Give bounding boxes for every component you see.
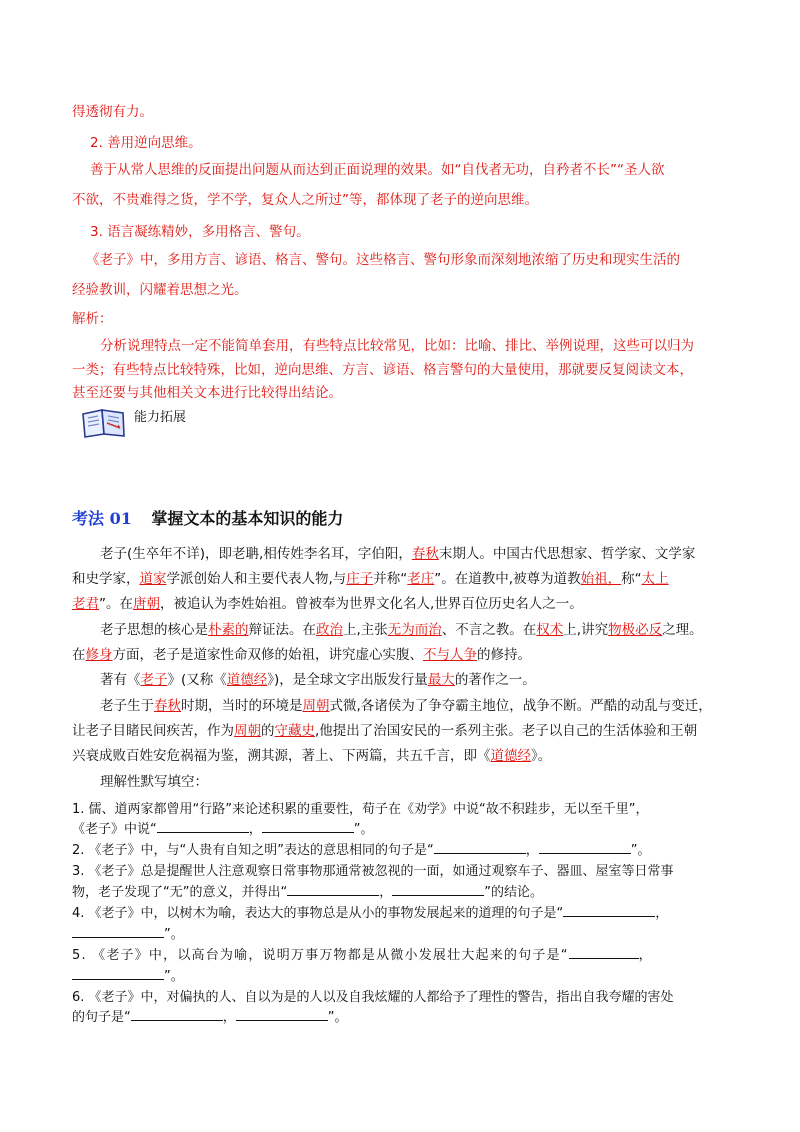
keyword: 老君 — [72, 596, 99, 612]
paragraph-line: 在修身方面，老子是道家性命双修的始祖，讲究虚心实腹、不与人争的修持。 — [72, 647, 531, 663]
keyword: 最大 — [427, 672, 455, 688]
keyword: 始祖， — [580, 571, 622, 587]
paragraph-line: 和史学家，道家学派创始人和主要代表人物,与庄子并称“老庄”。在道教中,被尊为道教始祖，称“太上 — [72, 571, 669, 587]
point-heading: 2. 善用逆向思维。 — [90, 135, 202, 151]
answer-blank[interactable] — [131, 1008, 223, 1021]
section-number: 考法 01 — [72, 509, 132, 528]
keyword: 春秋 — [154, 698, 181, 714]
question-2: 2. 《老子》中，与“人贵有自知之明”表达的意思相同的句子是“ ， ”。 — [72, 843, 651, 858]
text-line: 经验教训，闪耀着思想之光。 — [72, 282, 248, 298]
paragraph-line: 老子思想的核心是朴素的辩证法。在政治上,主张无为而治、不言之教。在权术上,讲究物极必反之理。 — [100, 622, 703, 638]
question-1: 1. 儒、道两家都曾用“行路”来论述积累的重要性，荀子在《劝学》中说“故不积跬步，无以至千里”， — [72, 802, 649, 817]
answer-blank[interactable] — [539, 841, 631, 854]
text-line: 《老子》中，多用方言、谚语、格言、警句。这些格言、警句形象而深刻地浓缩了历史和现实生活的 — [86, 252, 680, 268]
text-line: 分析说理特点一定不能简单套用，有些特点比较常见，比如：比喻、排比、举例说理，这些可以归为 — [100, 338, 694, 354]
keyword: 老子 — [140, 672, 168, 688]
answer-blank[interactable] — [157, 820, 249, 833]
keyword: 春秋 — [411, 546, 439, 562]
answer-blank[interactable] — [262, 820, 354, 833]
answer-blank[interactable] — [569, 946, 639, 959]
paragraph-line: 让老子目睹民间疾苦，作为周朝的守藏史,他提出了治国安民的一系列主张。老子以自己的生活体验和王朝 — [72, 723, 698, 739]
section-title-text: 掌握文本的基本知识的能力 — [151, 509, 344, 528]
answer-blank[interactable] — [392, 883, 484, 896]
paragraph-line: 兴衰成败百姓安危祸福为鉴，溯其源，著上、下两篇，共五千言，即《道德经》。 — [72, 748, 552, 764]
question-6: 6. 《老子》中，对偏执的人、自以为是的人以及自我炫耀的人都给予了理性的警告，指出自我夸耀的害处 — [72, 990, 674, 1005]
paragraph-line: 著有《老子》(又称《道德经》)，是全球文字出版发行量最大的著作之一。 — [100, 672, 536, 688]
question-4: 4. 《老子》中，以树木为喻，表达大的事物总是从小的事物发展起来的道理的句子是“ ， — [72, 906, 669, 921]
book-icon — [80, 406, 128, 440]
answer-blank[interactable] — [287, 883, 379, 896]
question-5-answer: ”。 — [72, 965, 184, 984]
keyword: 政治 — [316, 622, 343, 638]
keyword: 周朝 — [302, 698, 330, 714]
keyword: 修身 — [85, 647, 113, 663]
answer-blank[interactable] — [236, 1008, 328, 1021]
answer-blank[interactable] — [563, 904, 655, 917]
keyword: 周朝 — [234, 723, 261, 739]
text-line: 一类；有些特点比较特殊，比如，逆向思维、方言、谚语、格言警句的大量使用，那就要反复阅读文本， — [72, 362, 693, 378]
text-line: 得透彻有力。 — [72, 104, 153, 120]
keyword: 太上 — [641, 571, 669, 587]
keyword: 无为而治 — [387, 622, 442, 638]
keyword: 道德经 — [226, 672, 268, 688]
keyword: 道德经 — [490, 748, 531, 764]
text-line: 善于从常人思维的反面提出问题从而达到正面说理的效果。如“自伐者无功，自矜者不长”“圣人欲 — [90, 162, 665, 178]
section-title — [72, 506, 343, 529]
text-line: 不欲，不贵难得之货，学不学，复众人之所过”等，都体现了老子的逆向思维。 — [72, 192, 538, 208]
answer-blank[interactable] — [72, 925, 164, 938]
analysis-label: 解析： — [72, 311, 113, 327]
question-3-answer: 物，老子发现了“无”的意义，并得出“ ， ”的结论。 — [72, 885, 543, 900]
text-line: 甚至还要与其他相关文本进行比较得出结论。 — [72, 385, 342, 401]
keyword: 道家 — [139, 571, 167, 587]
keyword: 老庄 — [407, 571, 435, 587]
fill-title: 理解性默写填空： — [100, 774, 208, 790]
question-6-answer: 的句子是“ ， ”。 — [72, 1010, 348, 1025]
badge-label: 能力拓展 — [134, 410, 187, 425]
keyword: 朴素的 — [208, 622, 249, 638]
keyword: 权术 — [536, 622, 564, 638]
answer-blank[interactable] — [72, 967, 164, 980]
answer-blank[interactable] — [434, 841, 526, 854]
question-3: 3. 《老子》总是提醒世人注意观察日常事物那通常被忽视的一面，如通过观察车子、器皿、屋室等日常事 — [72, 864, 674, 879]
keyword: 唐朝 — [133, 596, 160, 612]
keyword: 不与人争 — [423, 647, 477, 663]
paragraph-line: 老君”。在唐朝，被追认为李姓始祖。曾被奉为世界文化名人,世界百位历史名人之一。 — [72, 596, 583, 612]
point-heading: 3. 语言凝练精妙，多用格言、警句。 — [90, 224, 310, 240]
question-5: 5. 《老子》中，以高台为喻，说明万事万物都是从微小发展壮大起来的句子是“ ， — [72, 948, 653, 963]
question-4-answer: ”。 — [72, 923, 184, 942]
keyword: 庄子 — [346, 571, 374, 587]
keyword: 守藏史 — [274, 723, 315, 739]
keyword: 物极必反 — [608, 622, 663, 638]
paragraph-line: 老子(生卒年不详)，即老聃,相传姓李名耳，字伯阳，春秋末期人。中国古代思想家、哲学家、文学家 — [100, 546, 696, 562]
question-1-answer: 《老子》中说“ ， ”。 — [72, 822, 374, 837]
paragraph-line: 老子生于春秋时期，当时的环境是周朝式微,各诸侯为了争夺霸主地位，战争不断。严酷的动乱与变迁， — [100, 698, 712, 714]
